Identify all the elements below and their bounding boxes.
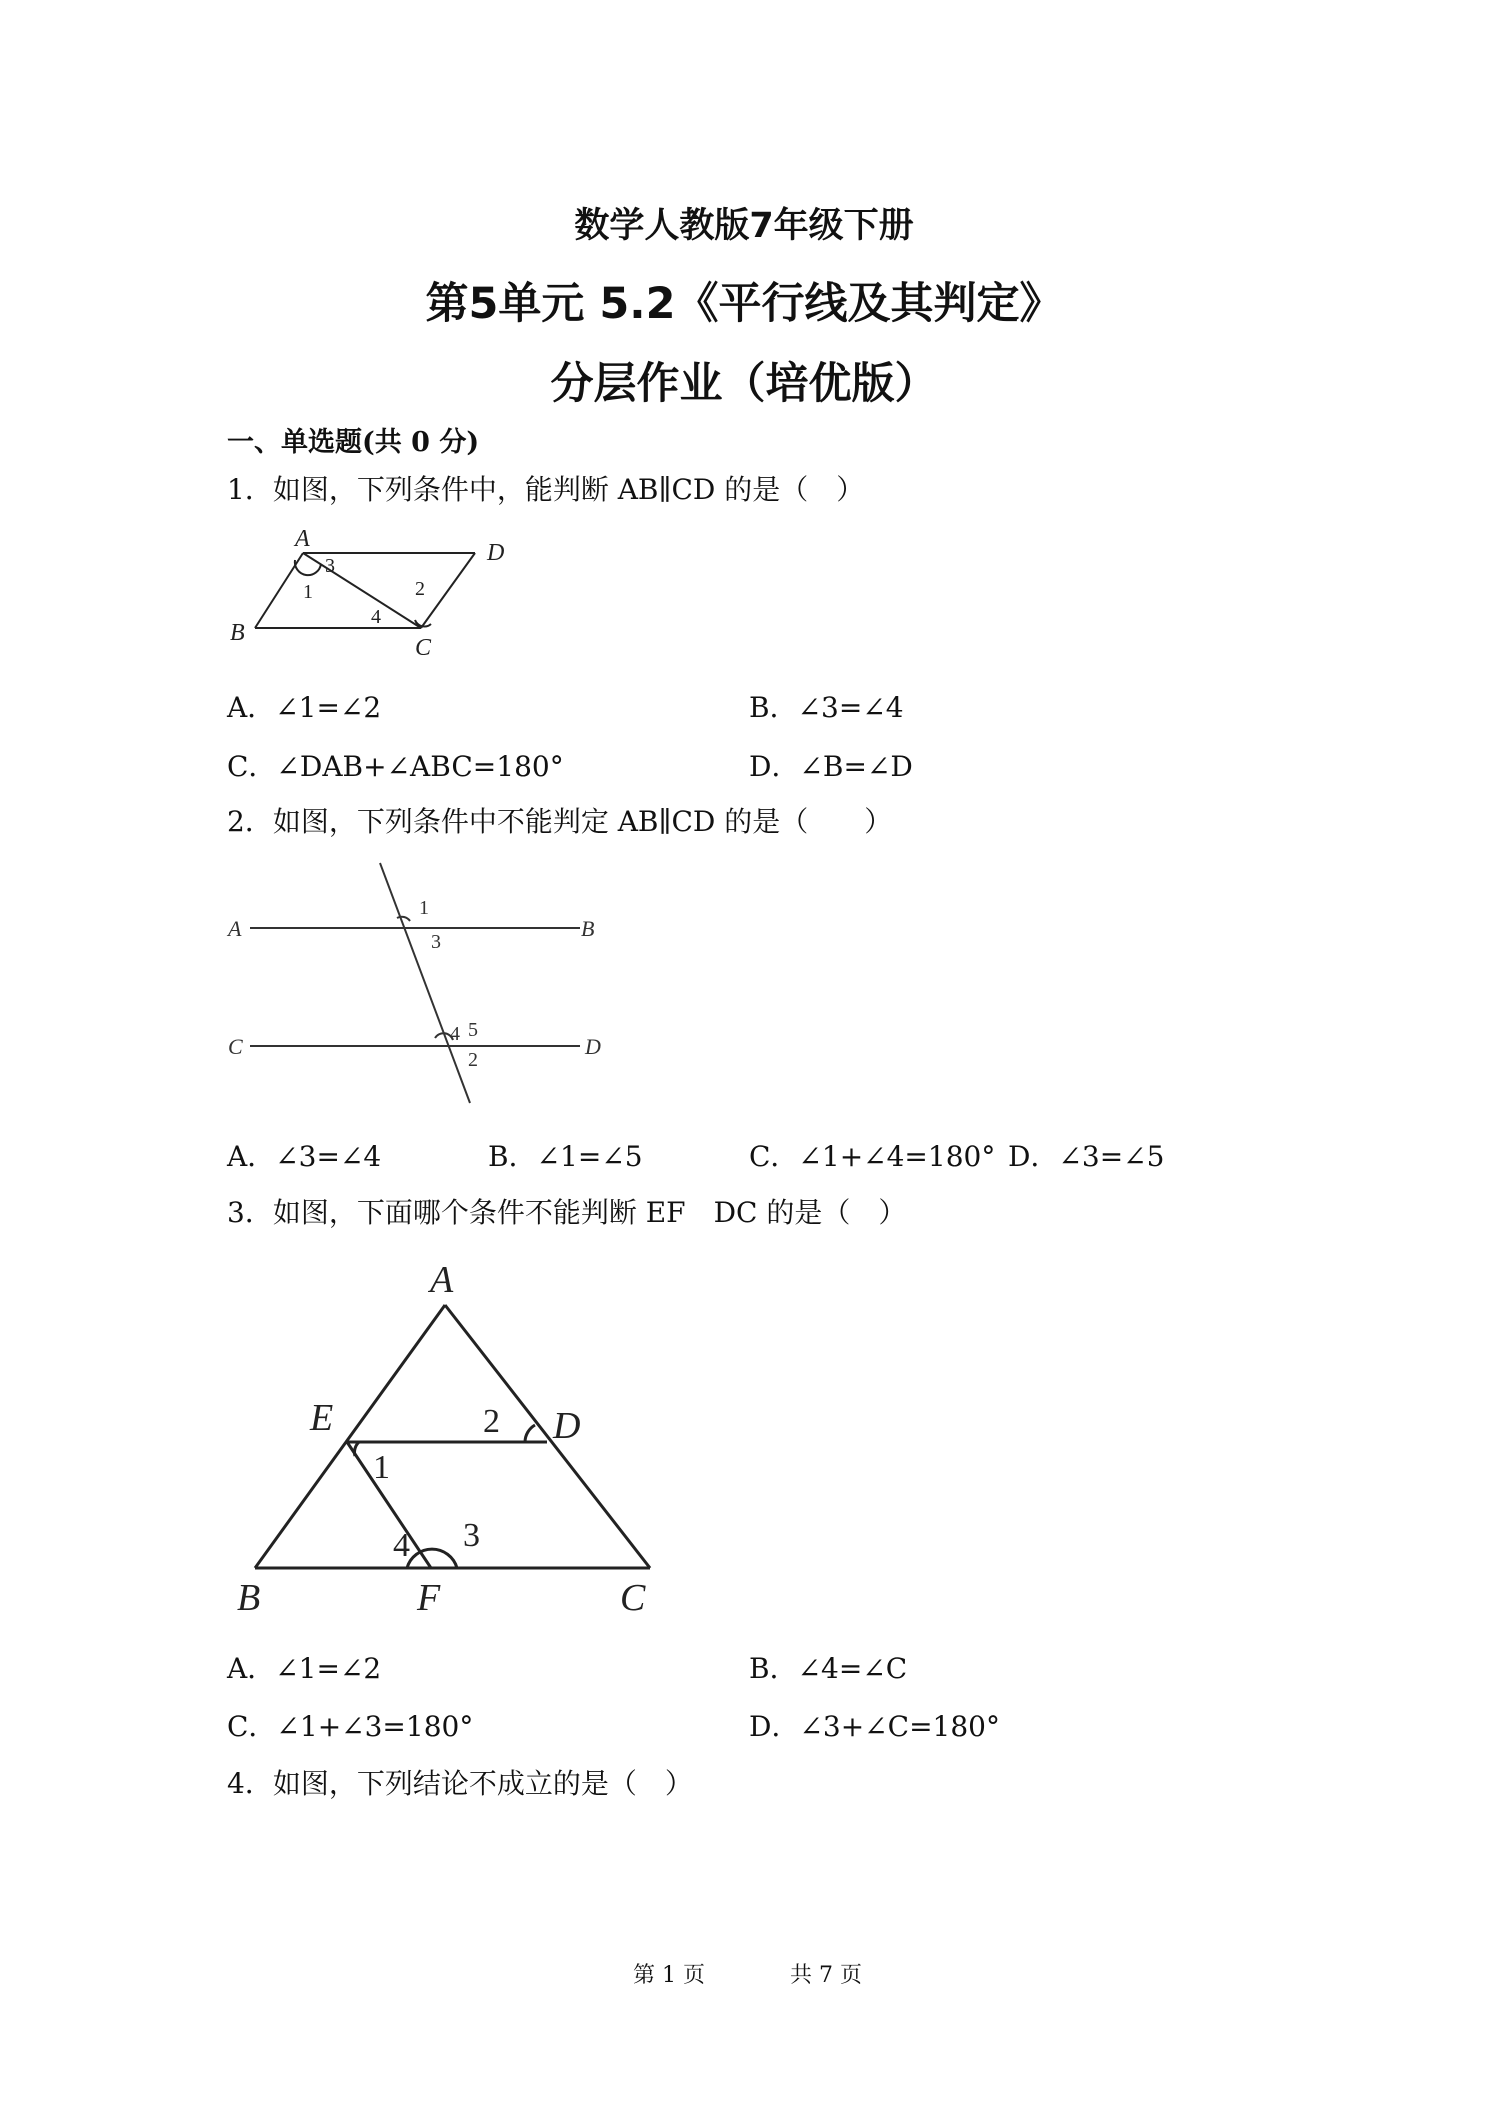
q1-option-c[interactable]: C．∠DAB+∠ABC=180° <box>227 750 564 783</box>
fig2-angle-2: 2 <box>468 1049 478 1071</box>
fig2-angle-3: 3 <box>431 931 441 953</box>
fig1-label-B: B <box>230 620 245 646</box>
question-1-figure <box>225 520 525 670</box>
fig2-label-A: A <box>228 916 242 941</box>
question-3-stem: 3．如图，下面哪个条件不能判断 EF DC 的是（ ） <box>227 1196 907 1229</box>
fig1-angle-1: 1 <box>303 581 313 603</box>
q2-option-b[interactable]: B．∠1=∠5 <box>488 1140 643 1173</box>
fig2-label-B: B <box>581 916 595 941</box>
fig2-label-C: C <box>228 1034 243 1059</box>
footer-page-number: 第 1 页 <box>633 1963 705 1988</box>
title-line-3: 分层作业（培优版） <box>550 359 938 409</box>
question-3-figure <box>225 1250 675 1620</box>
q2-option-d[interactable]: D．∠3=∠5 <box>1008 1140 1165 1173</box>
q1-option-b[interactable]: B．∠3=∠4 <box>749 691 904 724</box>
fig2-angle-1: 1 <box>419 897 429 919</box>
fig2-angle-4: 4 <box>450 1023 460 1045</box>
q3-option-d[interactable]: D．∠3+∠C=180° <box>749 1710 1000 1743</box>
q2-option-c[interactable]: C．∠1+∠4=180° <box>749 1140 996 1173</box>
fig1-label-C: C <box>415 635 432 661</box>
fig1-label-A: A <box>295 526 310 552</box>
question-2-stem: 2．如图，下列条件中不能判定 AB∥CD 的是（ ） <box>227 805 893 838</box>
fig3-angle-2: 2 <box>483 1403 500 1440</box>
fig3-label-A: A <box>430 1259 454 1301</box>
fig3-angle-4: 4 <box>393 1527 410 1564</box>
fig2-angle-5: 5 <box>468 1019 478 1041</box>
footer-total-pages: 共 7 页 <box>790 1963 862 1988</box>
question-1-stem: 1．如图，下列条件中，能判断 AB∥CD 的是（ ） <box>227 473 865 506</box>
fig3-label-F: F <box>417 1577 441 1619</box>
fig3-angle-3: 3 <box>463 1517 480 1554</box>
fig1-angle-2: 2 <box>415 578 425 600</box>
fig3-label-B: B <box>237 1577 261 1619</box>
q1-option-a[interactable]: A．∠1=∠2 <box>227 691 382 724</box>
fig3-angle-1: 1 <box>373 1449 390 1486</box>
fig3-label-C: C <box>620 1577 646 1619</box>
section-heading: 一、单选题(共 0 分) <box>227 427 480 458</box>
q2-option-a[interactable]: A．∠3=∠4 <box>227 1140 382 1173</box>
fig3-label-D: D <box>553 1405 581 1447</box>
fig1-label-D: D <box>487 540 505 566</box>
question-2-figure <box>225 858 615 1108</box>
question-4-stem: 4．如图，下列结论不成立的是（ ） <box>227 1767 693 1800</box>
q3-option-b[interactable]: B．∠4=∠C <box>749 1652 908 1685</box>
title-line-2: 第5单元 5.2《平行线及其判定》 <box>425 279 1063 329</box>
title-line-1: 数学人教版7年级下册 <box>574 206 914 246</box>
q3-option-a[interactable]: A．∠1=∠2 <box>227 1652 382 1685</box>
fig3-label-E: E <box>310 1397 334 1439</box>
q3-option-c[interactable]: C．∠1+∠3=180° <box>227 1710 474 1743</box>
fig2-label-D: D <box>585 1034 601 1059</box>
fig1-angle-3: 3 <box>325 555 335 577</box>
fig1-angle-4: 4 <box>371 606 381 628</box>
q1-option-d[interactable]: D．∠B=∠D <box>749 750 913 783</box>
